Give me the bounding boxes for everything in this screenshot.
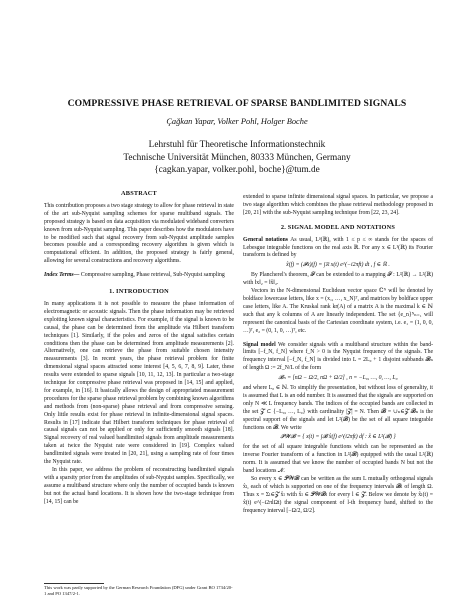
decomposition-paragraph: So every x ∈ 𝓟𝓦𝓑 can be written as the sum L mutually orthogonal signals x̂ₗ, each of which is supported on one of the frequency intervals 𝓑ₗ of length Ω. Thus x = Σₗ∈𝓩 x̂ₗ with x̂ₗ ∈ 𝓟𝓦𝓑ₗ for every l ∈ 𝓩. Below we denote by x̂ₗ(t) = x̂(t) e^(−i2πlΩt) the signal component of l-th frequency band, shifted to the frequency interval [−Ω/2, Ω/2]. [243,476,433,514]
index-terms-label: Index Terms— [44,272,80,279]
subband-equation: 𝓑ₙ = [nΩ − Ω/2, nΩ + Ω/2] , n = −L₀, …, 0, …, L₀ [278,375,398,382]
fourier-equation: x̂(f) = (𝓕x)(f) = ∫ℝ x(t) e^(−i2πft) dt , f ∈ ℝ . [286,262,390,269]
footnote-rule [44,583,104,584]
signal-model-heading: 2. SIGNAL MODEL AND NOTATIONS [280,223,396,231]
support-paragraph: and where L₀ ∈ ℕ. To simplify the presentation, but without loss of generality, it is assumed that L is an odd number. It is assumed that the signals are supported on only N ≪ L frequency bands. The indices of the occupied bands are collected in the set 𝓩 ⊂ {−L₀, …, L₀} with cardinality |𝓩| = N. Then 𝓑 = ∪ₙ∈𝓩 𝓑ₙ is the spectral support of the signals and let L²(𝓑) be the set of all square integrable functions on 𝓑. We write [243,385,433,431]
inverse-fourier-paragraph: for the set of all square integrable functions which can be represented as the inverse Fourier transform of a function in L²(𝓑) equipped with the usual L²(ℝ) norm. It is assumed that we know the number of occupied bands N but not the band locations 𝓝. [243,444,433,475]
affiliation-chair: Lehrstuhl für Theoretische Informationstechnik [148,140,326,150]
right-column [243,194,433,516]
plancherel-paragraph: By Plancherel's theorem, 𝓕 can be extended to a mapping 𝓕 : L²(ℝ) → L²(ℝ) with ‖x‖₂ = ‖x̂‖₂. [243,272,433,287]
general-notations-label: General notations [243,236,289,243]
signal-model-paragraph [243,342,433,374]
introduction-heading: 1. INTRODUCTION [109,288,169,296]
signal-model-text: We consider signals with a multiband structure within the band-limits [−f_N, f_N] where f_N > 0 is the Nyquist frequency of the signals. The frequency interval [−f_N, f_N] is divided into L = 2L₀ + 1 disjoint subbands 𝓑ₙ of length Ω := 2f_N/L of the form [243,341,433,372]
affiliation-emails: {cagkan.yapar, volker.pohl, boche}@tum.de [154,165,320,175]
right-intro-continued: extended to sparse infinite dimensional signal spaces. In particular, we propose a two stage algorithm which combines the phase retrieval methodology proposed in [20, 21] with the sub-Nyquist sampling technique from [22, 23, 24]. [243,194,433,216]
paper-authors: Çağkan Yapar, Volker Pohl, Holger Boche [166,117,308,126]
general-notations-paragraph [243,237,433,261]
footnote: This work was partly supported by the German Research Foundation (DFG) under Grant BO 1734/20-1 and PO 1347/2-1. [44,585,233,596]
abstract-heading: ABSTRACT [121,190,157,197]
abstract-text: This contribution proposes a two stage strategy to allow for phase retrieval in state of the art sub-Nyquist sampling schemes for sparse multiband signals. The proposed strategy is based on data acquisition via modulated wideband converters known from sub-Nyquist sampling. This paper describes how the modulators have to be modified such that signal recovery from sub-Nyquist amplitude samples becomes possible and a corresponding recovery algorithm is given which is computational efficient. In addition, the proposed strategy is fairly general, allowing for several constructions and recovery algorithms. [44,202,234,265]
introduction-paragraph-1: In many applications it is not possible to measure the phase information of electromagnetic or acoustic signals. Then the phase information may be retrieved exploiting known signal characteristics. For example, if the signal is known to be causal, the phase can be determined from the amplitude via Hilbert transform techniques [1]. Similarly, if the poles and zeros of the signal satisfies certain conditions then the phase can be determined from amplitude measurements [2]. Alternatively, one can retrieve the phase from suitable chosen intensity measurements [3]. In recent years, the phase retrieval problem for finite dimensional signal spaces attracted some interest [4, 5, 6, 7, 8, 9]. Later, these results were extended to sparse signals [10, 11, 12, 13]. In particular a two-stage technique for compressive phase retrieval was proposed in [14, 15] and applied, for example, in [16]. It basically allows the design of appropriated measurement procedures for the sparse phase retrieval problem by combining known algorithms and methods from (non-sparse) phase retrieval and from compressive sensing. Only little results exist for phase retrieval in infinite-dimensional signal spaces. Results in [17] indicate that Hilbert transform techniques for phase retrieval of causal signals can not be applied or only for sufficiently smooth signals [18]. Signal recovery of real valued bandlimited signals from amplitude measurements taken at twice the Nyquist rate were considered in [19]. Complex valued bandlimited signals were treated in [20, 21], using a sampling rate of four times the Nyquist rate. [44,300,234,466]
introduction-paragraph-2: In this paper, we address the problem of reconstructing bandlimited signals with a sparsity prior from the amplitudes of sub-Nyquist samples. Specifically, we assume a multiband structure where only the number of occupied bands is known but not the actual band locations. It is shown how the two-stage technique from [14, 15] can be [44,467,234,505]
index-terms-text: Compressive sampling, Phase retrieval, Sub-Nyquist sampling [79,272,225,279]
paley-wiener-equation: 𝓟𝓦𝓑 = { x(t) = ∫𝓑 x̂(f) e^(i2πft) df : x̂ ∈ L²(𝓑) } [280,434,396,441]
paper-title: COMPRESSIVE PHASE RETRIEVAL OF SPARSE BANDLIMITED SIGNALS [67,98,407,109]
left-column [44,190,234,507]
general-notations-text: As usual, Lᵖ(ℝ), with 1 ≤ p ≤ ∞ stands for the spaces of Lebesgue integrable functions on the real axis ℝ. For any x ∈ L¹(ℝ) its Fourier transform is defined by [243,236,433,259]
index-terms [44,272,234,280]
signal-model-label: Signal model [243,341,276,348]
vectors-paragraph: Vectors in the N-dimensional Euclidean vector space ℂᴺ will be denoted by boldface lowercase letters, like x = (x₁, …, x_N)ᵀ, and matrices by boldface upper case letters, like A. The Kruskal rank kr(A) of a matrix A is the maximal k ∈ ℕ such that any k columns of A are linearly independent. The set {e_n}ᴺₙ₌₁ will represent the canonical basis of the Cartesian coordinate system, i.e. e₁ = (1, 0, 0, …)ᵀ, e₂ = (0, 1, 0, …)ᵀ, etc. [243,288,433,334]
affiliation-university: Technische Universität München, 80333 München, Germany [123,153,351,163]
